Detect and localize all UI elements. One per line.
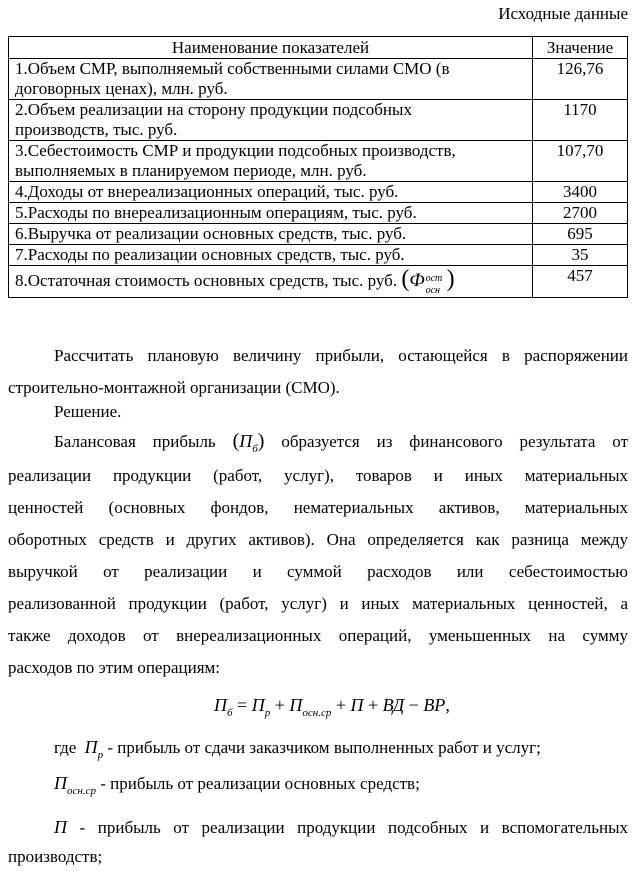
table-row [9, 141, 628, 182]
definition-subsidiary-profit: П - прибыль от реализации продукции подсобных и вспомогательных производств; [8, 817, 628, 866]
table-caption: Исходные данные [498, 4, 628, 23]
row-value: 3400 [533, 182, 628, 203]
row-value: 35 [533, 245, 628, 266]
table-row [9, 100, 628, 141]
row-value: 126,76 [533, 59, 628, 100]
table-row [9, 224, 628, 245]
definition-fixed-assets-profit: $П_{осн.ср}$ - прибыль от реализации основных средств; [54, 773, 420, 797]
row-name: 8.Остаточная стоимость основных средств, тыс. руб. (Ф ост осн ) [9, 266, 533, 298]
table-row [9, 182, 628, 203]
definition-contract-profit: где $П_р$ - прибыль от сдачи заказчиком выполненных работ и услуг; [54, 737, 541, 761]
row-name: 5.Расходы по внереализационным операциям, тыс. руб. [9, 203, 533, 224]
table-row [9, 245, 628, 266]
table-header-row [9, 37, 628, 59]
table-row [9, 59, 628, 100]
row-name: 3.Себестоимость СМР и продукции подсобных производств, выполняемых в планируемом периоде, млн. руб. [9, 141, 533, 182]
row-name: 6.Выручка от реализации основных средств, тыс. руб. [9, 224, 533, 245]
row-value: 1170 [533, 100, 628, 141]
row-name: 1.Объем СМР, выполняемый собственными силами СМО (в договорных ценах), млн. руб. [9, 59, 533, 100]
balance-profit-formula: $П_б = П_р + П_{осн.ср} + П$ + ВД − ВР, [214, 695, 450, 719]
row-value: 695 [533, 224, 628, 245]
source-data-table [8, 36, 628, 298]
row-name: 4.Доходы от внереализационных операций, тыс. руб. [9, 182, 533, 203]
header-indicator-name: Наименование показателей [9, 37, 533, 59]
row-value: 457 [533, 266, 628, 298]
table-row [9, 203, 628, 224]
residual-value-symbol: (Ф ост осн ) [401, 266, 455, 297]
row-value: 107,70 [533, 141, 628, 182]
row-name: 7.Расходы по реализации основных средств, тыс. руб. [9, 245, 533, 266]
balance-profit-symbol: $(П_б)$ [232, 430, 265, 455]
row-name: 2.Объем реализации на сторону продукции подсобных производств, тыс. руб. [9, 100, 533, 141]
task-statement: Рассчитать плановую величину прибыли, остающейся в распоряжении строительно-монтажной организации (СМО). [8, 346, 628, 397]
solution-label: Решение. [54, 402, 122, 421]
table-row [9, 266, 628, 298]
row-value: 2700 [533, 203, 628, 224]
header-value: Значение [533, 37, 628, 59]
balance-profit-paragraph: Балансовая прибыль $(П_б)$ образуется из финансового результата от реализации продукции (работ, услуг), товаров и иных материальных ценностей (основных фондов, нематериальных активов, материальных оборотных средств и других активов). Она определяется как разница между выручкой от реализации и суммой расходов или себестоимостью реализованной продукции (работ, услуг) и иных материальных ценностей, а также доходов от внереализационных операций, уменьшенных на сумму расходов по этим операциям: [8, 430, 629, 677]
